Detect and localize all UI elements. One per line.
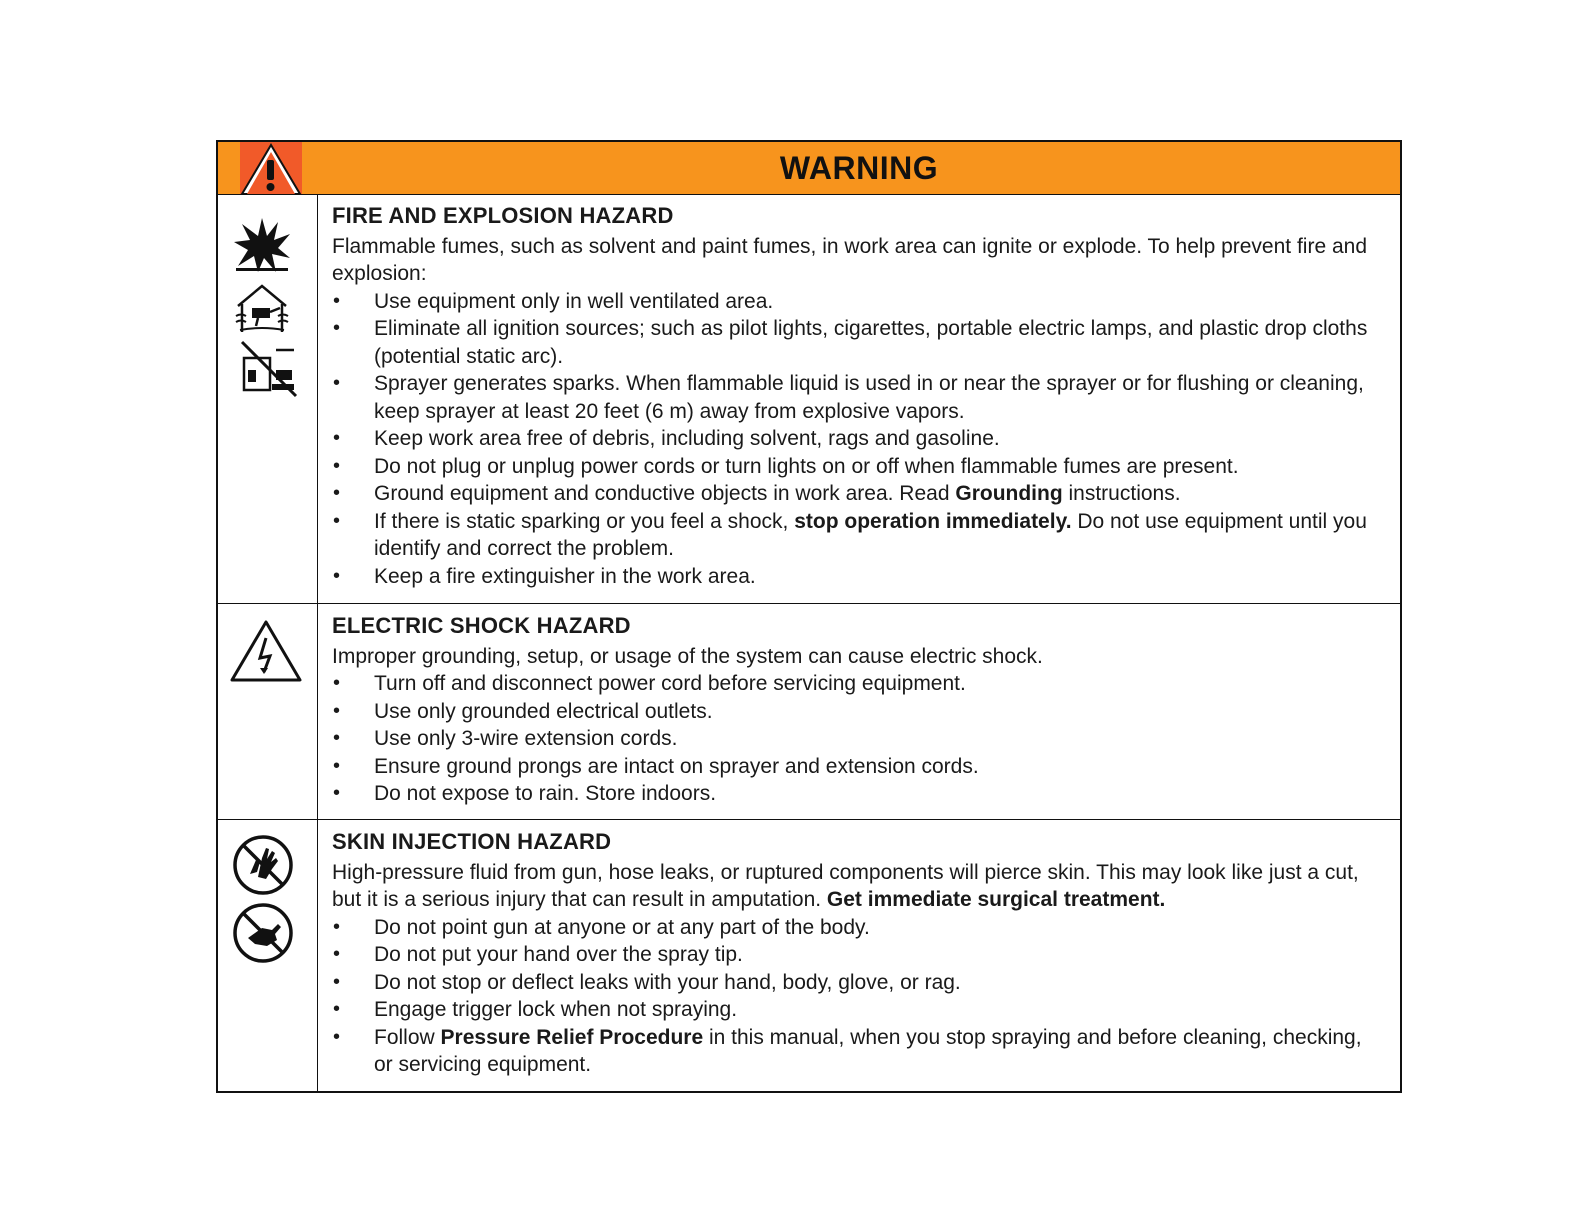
pressure-relief-emphasis: Pressure Relief Procedure	[440, 1025, 704, 1049]
list-item: • Use equipment only in well ventilated area.	[332, 288, 1384, 316]
no-hand-near-tip-icon	[232, 834, 294, 896]
electric-icon-column	[218, 604, 318, 819]
list-item: • Do not expose to rain. Store indoors.	[332, 780, 1384, 808]
no-deflect-leak-icon	[232, 902, 294, 964]
warning-title: WARNING	[779, 150, 939, 186]
warning-header	[218, 142, 1400, 195]
list-item: • Keep a fire extinguisher in the work area.	[332, 563, 1384, 591]
stop-operation-emphasis: stop operation immediately.	[794, 509, 1072, 533]
skin-icon-column	[218, 820, 318, 1091]
text-run: High-pressure fluid from gun, hose leaks, or ruptured components will pierce skin. This may look like just a cut, but it is a serious injury that can result in amputation.	[332, 860, 1359, 911]
list-item	[332, 1024, 1384, 1079]
list-item	[332, 508, 1384, 563]
electric-text	[332, 612, 1384, 808]
list-item: • Turn off and disconnect power cord before servicing equipment.	[332, 670, 1384, 698]
fire-section-title: FIRE AND EXPLOSION HAZARD	[332, 203, 674, 228]
electric-shock-section	[218, 604, 1400, 820]
no-sparks-icon	[240, 340, 300, 398]
list-item: • Sprayer generates sparks. When flammable liquid is used in or near the sprayer or for flushing or cleaning, keep sprayer at least 20 feet (6 m) away from explosive vapors.	[332, 370, 1384, 425]
skin-intro	[332, 859, 1384, 914]
electric-shock-icon	[230, 618, 302, 682]
list-item: • Ensure ground prongs are intact on sprayer and extension cords.	[332, 753, 1384, 781]
list-item: • Use only 3-wire extension cords.	[332, 725, 1384, 753]
text-run: Ground equipment and conductive objects in work area. Read	[374, 482, 956, 505]
surgical-treatment-emphasis: Get immediate surgical treatment.	[826, 888, 1166, 911]
explosion-icon	[232, 216, 292, 274]
fire-explosion-section	[218, 194, 1400, 604]
skin-bullet-list	[332, 914, 1384, 1079]
text-run: Do not use equipment until you identify and correct the problem.	[374, 509, 1367, 560]
skin-text	[332, 828, 1384, 1079]
list-item: • Use only grounded electrical outlets.	[332, 698, 1384, 726]
fire-bullet-list	[332, 288, 1384, 591]
list-item: • Eliminate all ignition sources; such as pilot lights, cigarettes, portable electric lamps, and plastic drop cloths (potential static arc).	[332, 315, 1384, 370]
electric-section-title: ELECTRIC SHOCK HAZARD	[332, 613, 631, 638]
warning-table	[216, 140, 1402, 1093]
list-item: • Do not plug or unplug power cords or turn lights on or off when flammable fumes are present.	[332, 453, 1384, 481]
fire-text	[332, 202, 1384, 590]
list-item: • Engage trigger lock when not spraying.	[332, 996, 1384, 1024]
text-run: If there is static sparking or you feel a shock,	[374, 509, 795, 533]
skin-injection-section	[218, 820, 1400, 1091]
text-run: instructions.	[1062, 482, 1181, 505]
grounding-emphasis: Grounding	[955, 482, 1063, 505]
fire-intro: Flammable fumes, such as solvent and paint fumes, in work area can ignite or explode. To help prevent fire and explosion:	[332, 234, 1368, 285]
list-item: • Do not point gun at anyone or at any part of the body.	[332, 914, 1384, 942]
text-run: Follow	[374, 1025, 441, 1049]
electric-intro: Improper grounding, setup, or usage of the system can cause electric shock.	[332, 644, 1043, 668]
list-item: • Do not stop or deflect leaks with your hand, body, glove, or rag.	[332, 969, 1384, 997]
list-item: • Keep work area free of debris, including solvent, rags and gasoline.	[332, 425, 1384, 453]
fire-icon-column	[218, 194, 318, 603]
warning-triangle-icon	[240, 142, 302, 194]
ventilated-area-icon	[234, 282, 290, 336]
skin-section-title: SKIN INJECTION HAZARD	[332, 829, 612, 854]
list-item: • Do not put your hand over the spray tip.	[332, 941, 1384, 969]
list-item	[332, 480, 1384, 508]
electric-bullet-list	[332, 670, 1384, 808]
text-run: in this manual, when you stop spraying and before cleaning, checking, or servicing equipment.	[374, 1025, 1362, 1076]
